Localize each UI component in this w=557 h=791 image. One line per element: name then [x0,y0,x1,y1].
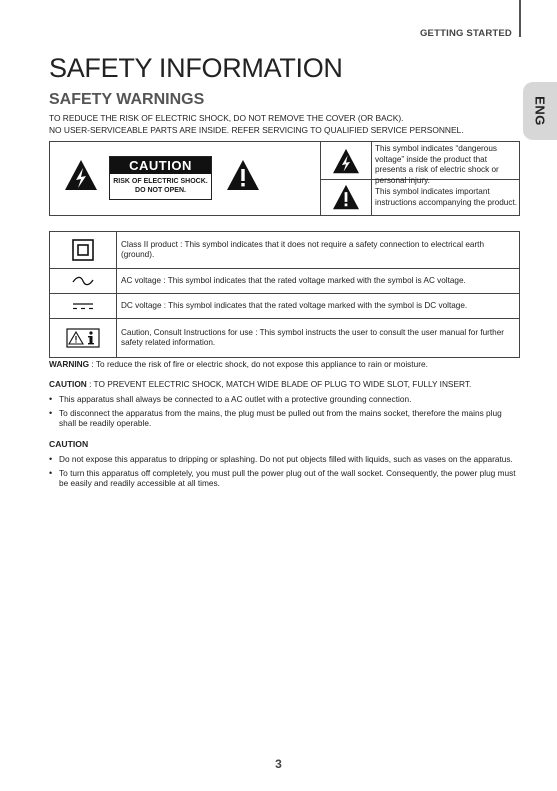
list-item: • Do not expose this apparatus to dripping or splashing. Do not put objects filled with liquids, such as vases on the apparatus. [49,454,521,465]
consult-instructions-description: Caution, Consult Instructions for use : This symbol instructs the user to consult the user manual for further safety related information. [117,319,520,358]
intro-line-2: NO USER-SERVICEABLE PARTS ARE INSIDE. REFER SERVICING TO QUALIFIED SERVICE PERSONNEL. [49,125,464,135]
caution-plug-text: : TO PREVENT ELECTRIC SHOCK, MATCH WIDE BLADE OF PLUG TO WIDE SLOT, FULLY INSERT. [86,379,472,389]
exclamation-triangle-icon [226,159,260,191]
ac-voltage-icon [72,276,94,286]
caution-label [109,156,212,200]
symbols-table [49,231,520,358]
dc-voltage-icon [72,301,94,311]
caution-subtext-line-1: RISK OF ELECTRIC SHOCK. [113,178,208,185]
page-number: 3 [275,757,282,771]
header-divider [519,0,521,37]
important-instructions-text: This symbol indicates important instructions accompanying the product. [375,187,517,207]
safety-warnings-heading: SAFETY WARNINGS [49,91,205,108]
list-item: • To disconnect the apparatus from the mains, the plug must be pulled out from the mains socket, therefore the mains plug shall be readily operable. [49,408,521,429]
dc-voltage-description: DC voltage : This symbol indicates that the rated voltage marked with the symbol is DC voltage. [117,294,520,319]
exclamation-triangle-icon [332,184,360,210]
warning-paragraph [49,359,521,370]
caution-plug-bullets [49,394,521,432]
caution-plug-label: CAUTION [49,379,87,389]
section-label: GETTING STARTED [419,28,512,39]
class-ii-icon [72,239,94,261]
table-row [50,294,520,319]
caution-box [49,141,520,216]
dangerous-voltage-text: This symbol indicates “dangerous voltage” inside the product that presents a risk of electric shock or personal injury. [375,144,499,185]
lightning-triangle-icon [64,159,98,191]
consult-instructions-icon [66,328,100,348]
language-tab [523,82,557,140]
caution-bullets [49,454,521,492]
table-row [50,269,520,294]
safety-warnings-intro [49,112,519,136]
warning-text: : To reduce the risk of fire or electric shock, do not expose this appliance to rain or moisture. [89,359,428,369]
warning-label: WARNING [49,359,90,369]
lightning-triangle-icon [332,148,360,174]
list-item: • This apparatus shall always be connected to a AC outlet with a protective grounding connection. [49,394,521,405]
ac-voltage-description: AC voltage : This symbol indicates that the rated voltage marked with the symbol is AC voltage. [117,269,520,294]
list-item: • To turn this apparatus off completely, you must pull the power plug out of the wall socket. Consequently, the power plug must be easily and readily accessible at all times. [49,468,521,489]
class-ii-description: Class II product : This symbol indicates that it does not require a safety connection to electrical earth (ground). [117,232,520,269]
caution-heading: CAUTION [49,439,89,449]
caution-plug-paragraph [49,379,521,390]
intro-line-1: TO REDUCE THE RISK OF ELECTRIC SHOCK, DO NOT REMOVE THE COVER (OR BACK). [49,113,404,123]
table-row [50,232,520,269]
caution-label-panel [50,142,320,215]
caution-banner: CAUTION [110,157,211,174]
language-tab-label: ENG [532,96,548,126]
page-title: SAFETY INFORMATION [49,53,343,83]
table-row [50,319,520,358]
caution-subtext [110,177,211,195]
caution-subtext-line-2: DO NOT OPEN. [135,187,186,194]
